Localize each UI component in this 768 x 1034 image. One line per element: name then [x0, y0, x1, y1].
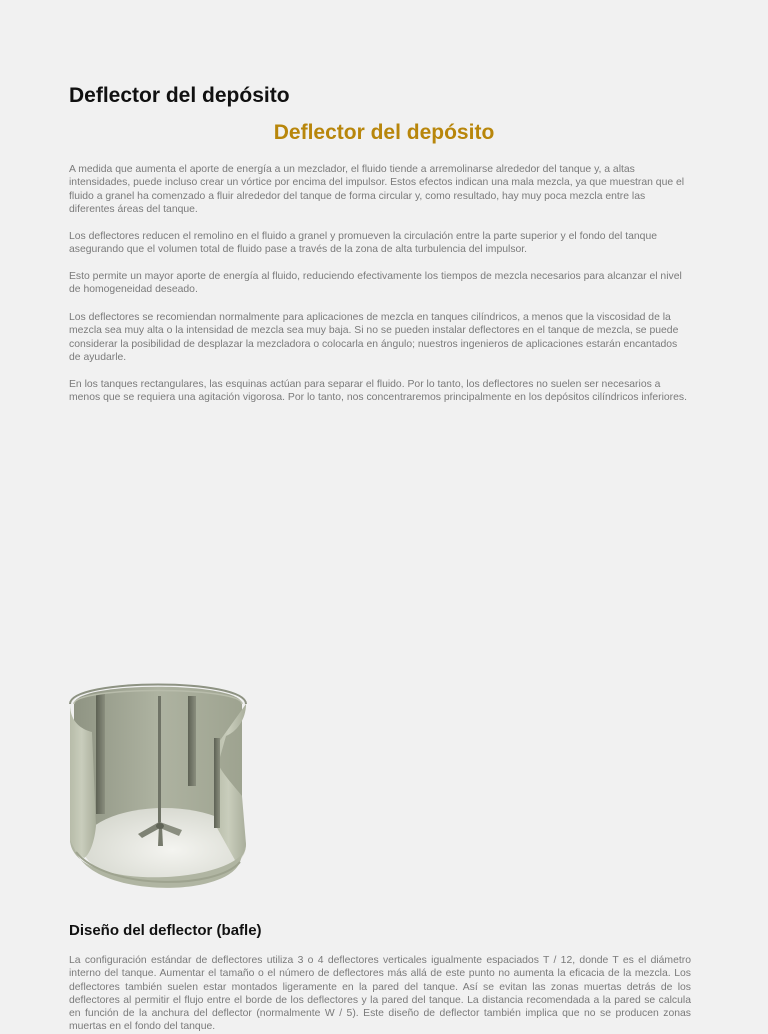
paragraph-rectangular-tanks: En los tanques rectangulares, las esquinas actúan para separar el fluido. Por lo tanto, los deflectores no suelen ser necesarios a menos que se requiera una agitación vigorosa. Por lo tanto, nos concentraremos principalmente en los depósitos cilíndricos inferiores.: [69, 379, 688, 404]
section-heading-baffle-design: Diseño del deflector (bafle): [69, 922, 262, 939]
paragraph-vortex: A medida que aumenta el aporte de energía a un mezclador, el fluido tiende a arremolinarse alrededor del tanque y, a altas intensidades, puede incluso crear un vórtice por encima del impulsor. Estos efectos indican una mala mezcla, ya que muestran que el fluido a granel ha comenzado a fluir alrededor del tanque de forma circular y, como resultado, hay muy poca mezcla entre las diferentes áreas del tanque.: [69, 164, 685, 215]
paragraph-baffle-design: La configuración estándar de deflectores utiliza 3 o 4 deflectores verticales igualmente espaciados T / 12, donde T es el diámetro interno del tanque. Aumentar el tamaño o el número de deflectores más allá de este punto no aumenta la eficacia de la mezcla. Los deflectores también suelen estar montados ligeramente en la pared del tanque. Así se evitan las zonas muertas detrás de los deflectores al permitir el flujo entre el borde de los deflectores y la pared del tanque. La distancia recomendada a la pared se calcula en función de la anchura del deflector (normalmente W / 5). Este diseño de deflector también implica que no se producen zonas muertas en el fondo del tanque.: [69, 955, 691, 1033]
paragraph-recommendations: Los deflectores se recomiendan normalmente para aplicaciones de mezcla en tanques cilíndricos, a menos que la viscosidad de la mezcla sea muy alta o la intensidad de mezcla sea muy baja. Si no se pueden instalar deflectores en el tanque de mezcla, se puede considerar la posibilidad de desplazar la mezcladora o colocarla en ángulo; nuestros ingenieros de aplicaciones estarán encantados de ayudarle.: [69, 312, 679, 363]
paragraph-baffles-reduce-swirl: Los deflectores reducen el remolino en el fluido a granel y promueven la circulación entre la parte superior y el fondo del tanque asegurando que el volumen total de fluido pase a través de la zona de alta turbulencia del impulsor.: [69, 231, 657, 256]
baffled-tank-illustration: [66, 676, 250, 906]
article-heading: Deflector del depósito: [273, 121, 495, 144]
paragraph-energy-input: Esto permite un mayor aporte de energía al fluido, reduciendo efectivamente los tiempos de mezcla necesarios para alcanzar el nivel de homogeneidad deseado.: [69, 271, 682, 296]
document-title: Deflector del depósito: [69, 84, 290, 107]
